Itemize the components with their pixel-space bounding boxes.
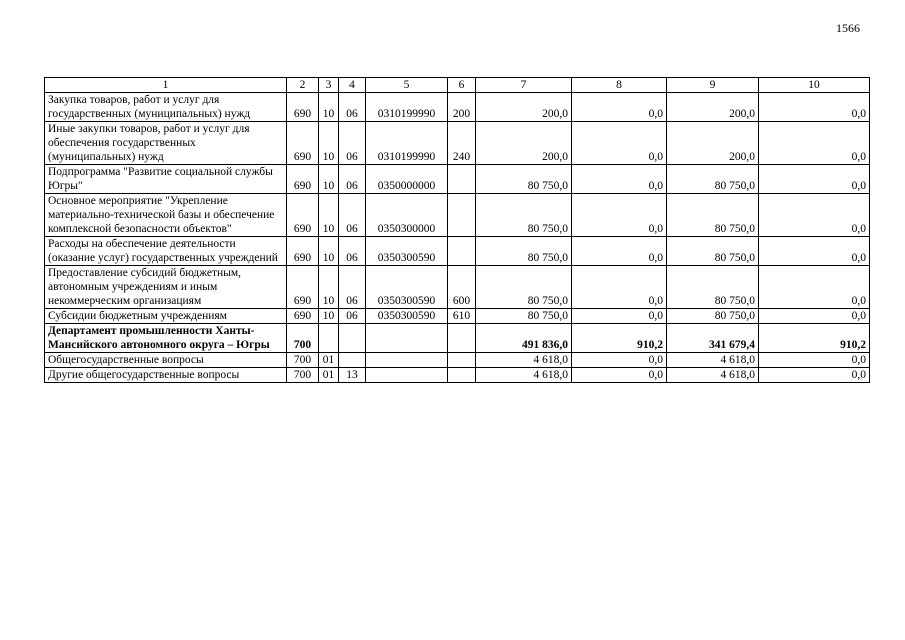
table-row	[45, 353, 870, 368]
cell-amount-9: 80 750,0	[667, 266, 759, 309]
cell-amount-7: 200,0	[476, 93, 572, 122]
cell-subsection: 06	[339, 194, 366, 237]
cell-amount-10: 0,0	[759, 309, 870, 324]
cell-target-article: 0350000000	[366, 165, 448, 194]
row-name: Основное мероприятие "Укрепление материально-технической базы и обеспечение комплексной безопасности объектов"	[45, 194, 287, 237]
budget-table	[44, 77, 870, 383]
cell-amount-9: 4 618,0	[667, 353, 759, 368]
cell-amount-10: 0,0	[759, 165, 870, 194]
cell-subsection: 06	[339, 237, 366, 266]
cell-admin-code: 700	[287, 324, 319, 353]
cell-subsection: 13	[339, 368, 366, 383]
cell-admin-code: 690	[287, 237, 319, 266]
cell-amount-8: 0,0	[572, 368, 667, 383]
row-name: Субсидии бюджетным учреждениям	[45, 309, 287, 324]
cell-target-article	[366, 353, 448, 368]
cell-subsection: 06	[339, 122, 366, 165]
cell-expense-type	[448, 194, 476, 237]
cell-target-article: 0350300000	[366, 194, 448, 237]
cell-amount-9: 80 750,0	[667, 237, 759, 266]
column-header-3: 3	[319, 78, 339, 93]
cell-amount-10: 0,0	[759, 194, 870, 237]
column-header-9: 9	[667, 78, 759, 93]
cell-section: 10	[319, 165, 339, 194]
cell-subsection: 06	[339, 93, 366, 122]
table-row	[45, 266, 870, 309]
column-header-8: 8	[572, 78, 667, 93]
row-name: Департамент промышленности Ханты-Мансийского автономного округа – Югры	[45, 324, 287, 353]
cell-expense-type: 240	[448, 122, 476, 165]
cell-admin-code: 690	[287, 194, 319, 237]
cell-target-article: 0350300590	[366, 266, 448, 309]
cell-target-article: 0310199990	[366, 122, 448, 165]
cell-amount-8: 0,0	[572, 266, 667, 309]
cell-subsection	[339, 353, 366, 368]
row-name: Иные закупки товаров, работ и услуг для обеспечения государственных (муниципальных) нужд	[45, 122, 287, 165]
cell-amount-9: 4 618,0	[667, 368, 759, 383]
cell-subsection: 06	[339, 165, 366, 194]
table-row	[45, 237, 870, 266]
cell-amount-9: 341 679,4	[667, 324, 759, 353]
cell-section: 10	[319, 266, 339, 309]
column-header-5: 5	[366, 78, 448, 93]
row-name: Закупка товаров, работ и услуг для государственных (муниципальных) нужд	[45, 93, 287, 122]
row-name: Общегосударственные вопросы	[45, 353, 287, 368]
column-header-4: 4	[339, 78, 366, 93]
cell-amount-8: 0,0	[572, 93, 667, 122]
cell-section: 01	[319, 368, 339, 383]
table-header-row	[45, 78, 870, 93]
cell-expense-type	[448, 237, 476, 266]
table-row	[45, 194, 870, 237]
cell-amount-8: 0,0	[572, 309, 667, 324]
cell-amount-10: 0,0	[759, 266, 870, 309]
cell-amount-9: 80 750,0	[667, 194, 759, 237]
cell-admin-code: 690	[287, 122, 319, 165]
table-row	[45, 309, 870, 324]
cell-section: 10	[319, 309, 339, 324]
cell-amount-8: 0,0	[572, 237, 667, 266]
cell-amount-9: 200,0	[667, 122, 759, 165]
cell-section: 10	[319, 122, 339, 165]
cell-section: 10	[319, 93, 339, 122]
cell-target-article: 0350300590	[366, 237, 448, 266]
cell-amount-10: 0,0	[759, 237, 870, 266]
cell-expense-type: 600	[448, 266, 476, 309]
cell-target-article: 0350300590	[366, 309, 448, 324]
column-header-2: 2	[287, 78, 319, 93]
cell-amount-10: 910,2	[759, 324, 870, 353]
row-name: Подпрограмма "Развитие социальной службы Югры"	[45, 165, 287, 194]
column-header-7: 7	[476, 78, 572, 93]
cell-amount-7: 491 836,0	[476, 324, 572, 353]
cell-expense-type	[448, 165, 476, 194]
table-row	[45, 165, 870, 194]
cell-section	[319, 324, 339, 353]
cell-target-article: 0310199990	[366, 93, 448, 122]
cell-amount-7: 80 750,0	[476, 194, 572, 237]
cell-amount-9: 80 750,0	[667, 309, 759, 324]
cell-section: 10	[319, 237, 339, 266]
cell-section: 01	[319, 353, 339, 368]
table-row	[45, 122, 870, 165]
cell-subsection: 06	[339, 266, 366, 309]
table-row	[45, 368, 870, 383]
cell-amount-8: 0,0	[572, 194, 667, 237]
cell-expense-type	[448, 353, 476, 368]
cell-admin-code: 700	[287, 353, 319, 368]
cell-amount-10: 0,0	[759, 353, 870, 368]
cell-amount-7: 200,0	[476, 122, 572, 165]
cell-subsection: 06	[339, 309, 366, 324]
cell-expense-type: 200	[448, 93, 476, 122]
table-row-department-total	[45, 324, 870, 353]
cell-section: 10	[319, 194, 339, 237]
cell-target-article	[366, 324, 448, 353]
column-header-10: 10	[759, 78, 870, 93]
cell-amount-9: 80 750,0	[667, 165, 759, 194]
cell-admin-code: 690	[287, 165, 319, 194]
cell-admin-code: 690	[287, 93, 319, 122]
cell-amount-7: 80 750,0	[476, 266, 572, 309]
cell-amount-9: 200,0	[667, 93, 759, 122]
cell-amount-7: 80 750,0	[476, 309, 572, 324]
row-name: Другие общегосударственные вопросы	[45, 368, 287, 383]
cell-target-article	[366, 368, 448, 383]
cell-expense-type: 610	[448, 309, 476, 324]
cell-admin-code: 690	[287, 266, 319, 309]
cell-amount-8: 910,2	[572, 324, 667, 353]
page-number: 1566	[836, 21, 860, 35]
row-name: Предоставление субсидий бюджетным, автономным учреждениям и иным некоммерческим организациям	[45, 266, 287, 309]
cell-amount-10: 0,0	[759, 93, 870, 122]
cell-amount-7: 4 618,0	[476, 353, 572, 368]
cell-amount-7: 4 618,0	[476, 368, 572, 383]
cell-admin-code: 700	[287, 368, 319, 383]
row-name: Расходы на обеспечение деятельности (оказание услуг) государственных учреждений	[45, 237, 287, 266]
cell-amount-8: 0,0	[572, 122, 667, 165]
cell-amount-7: 80 750,0	[476, 165, 572, 194]
table-row	[45, 93, 870, 122]
cell-amount-10: 0,0	[759, 122, 870, 165]
cell-admin-code: 690	[287, 309, 319, 324]
cell-expense-type	[448, 324, 476, 353]
column-header-1: 1	[45, 78, 287, 93]
cell-amount-7: 80 750,0	[476, 237, 572, 266]
cell-subsection	[339, 324, 366, 353]
cell-amount-10: 0,0	[759, 368, 870, 383]
cell-amount-8: 0,0	[572, 353, 667, 368]
column-header-6: 6	[448, 78, 476, 93]
cell-amount-8: 0,0	[572, 165, 667, 194]
cell-expense-type	[448, 368, 476, 383]
